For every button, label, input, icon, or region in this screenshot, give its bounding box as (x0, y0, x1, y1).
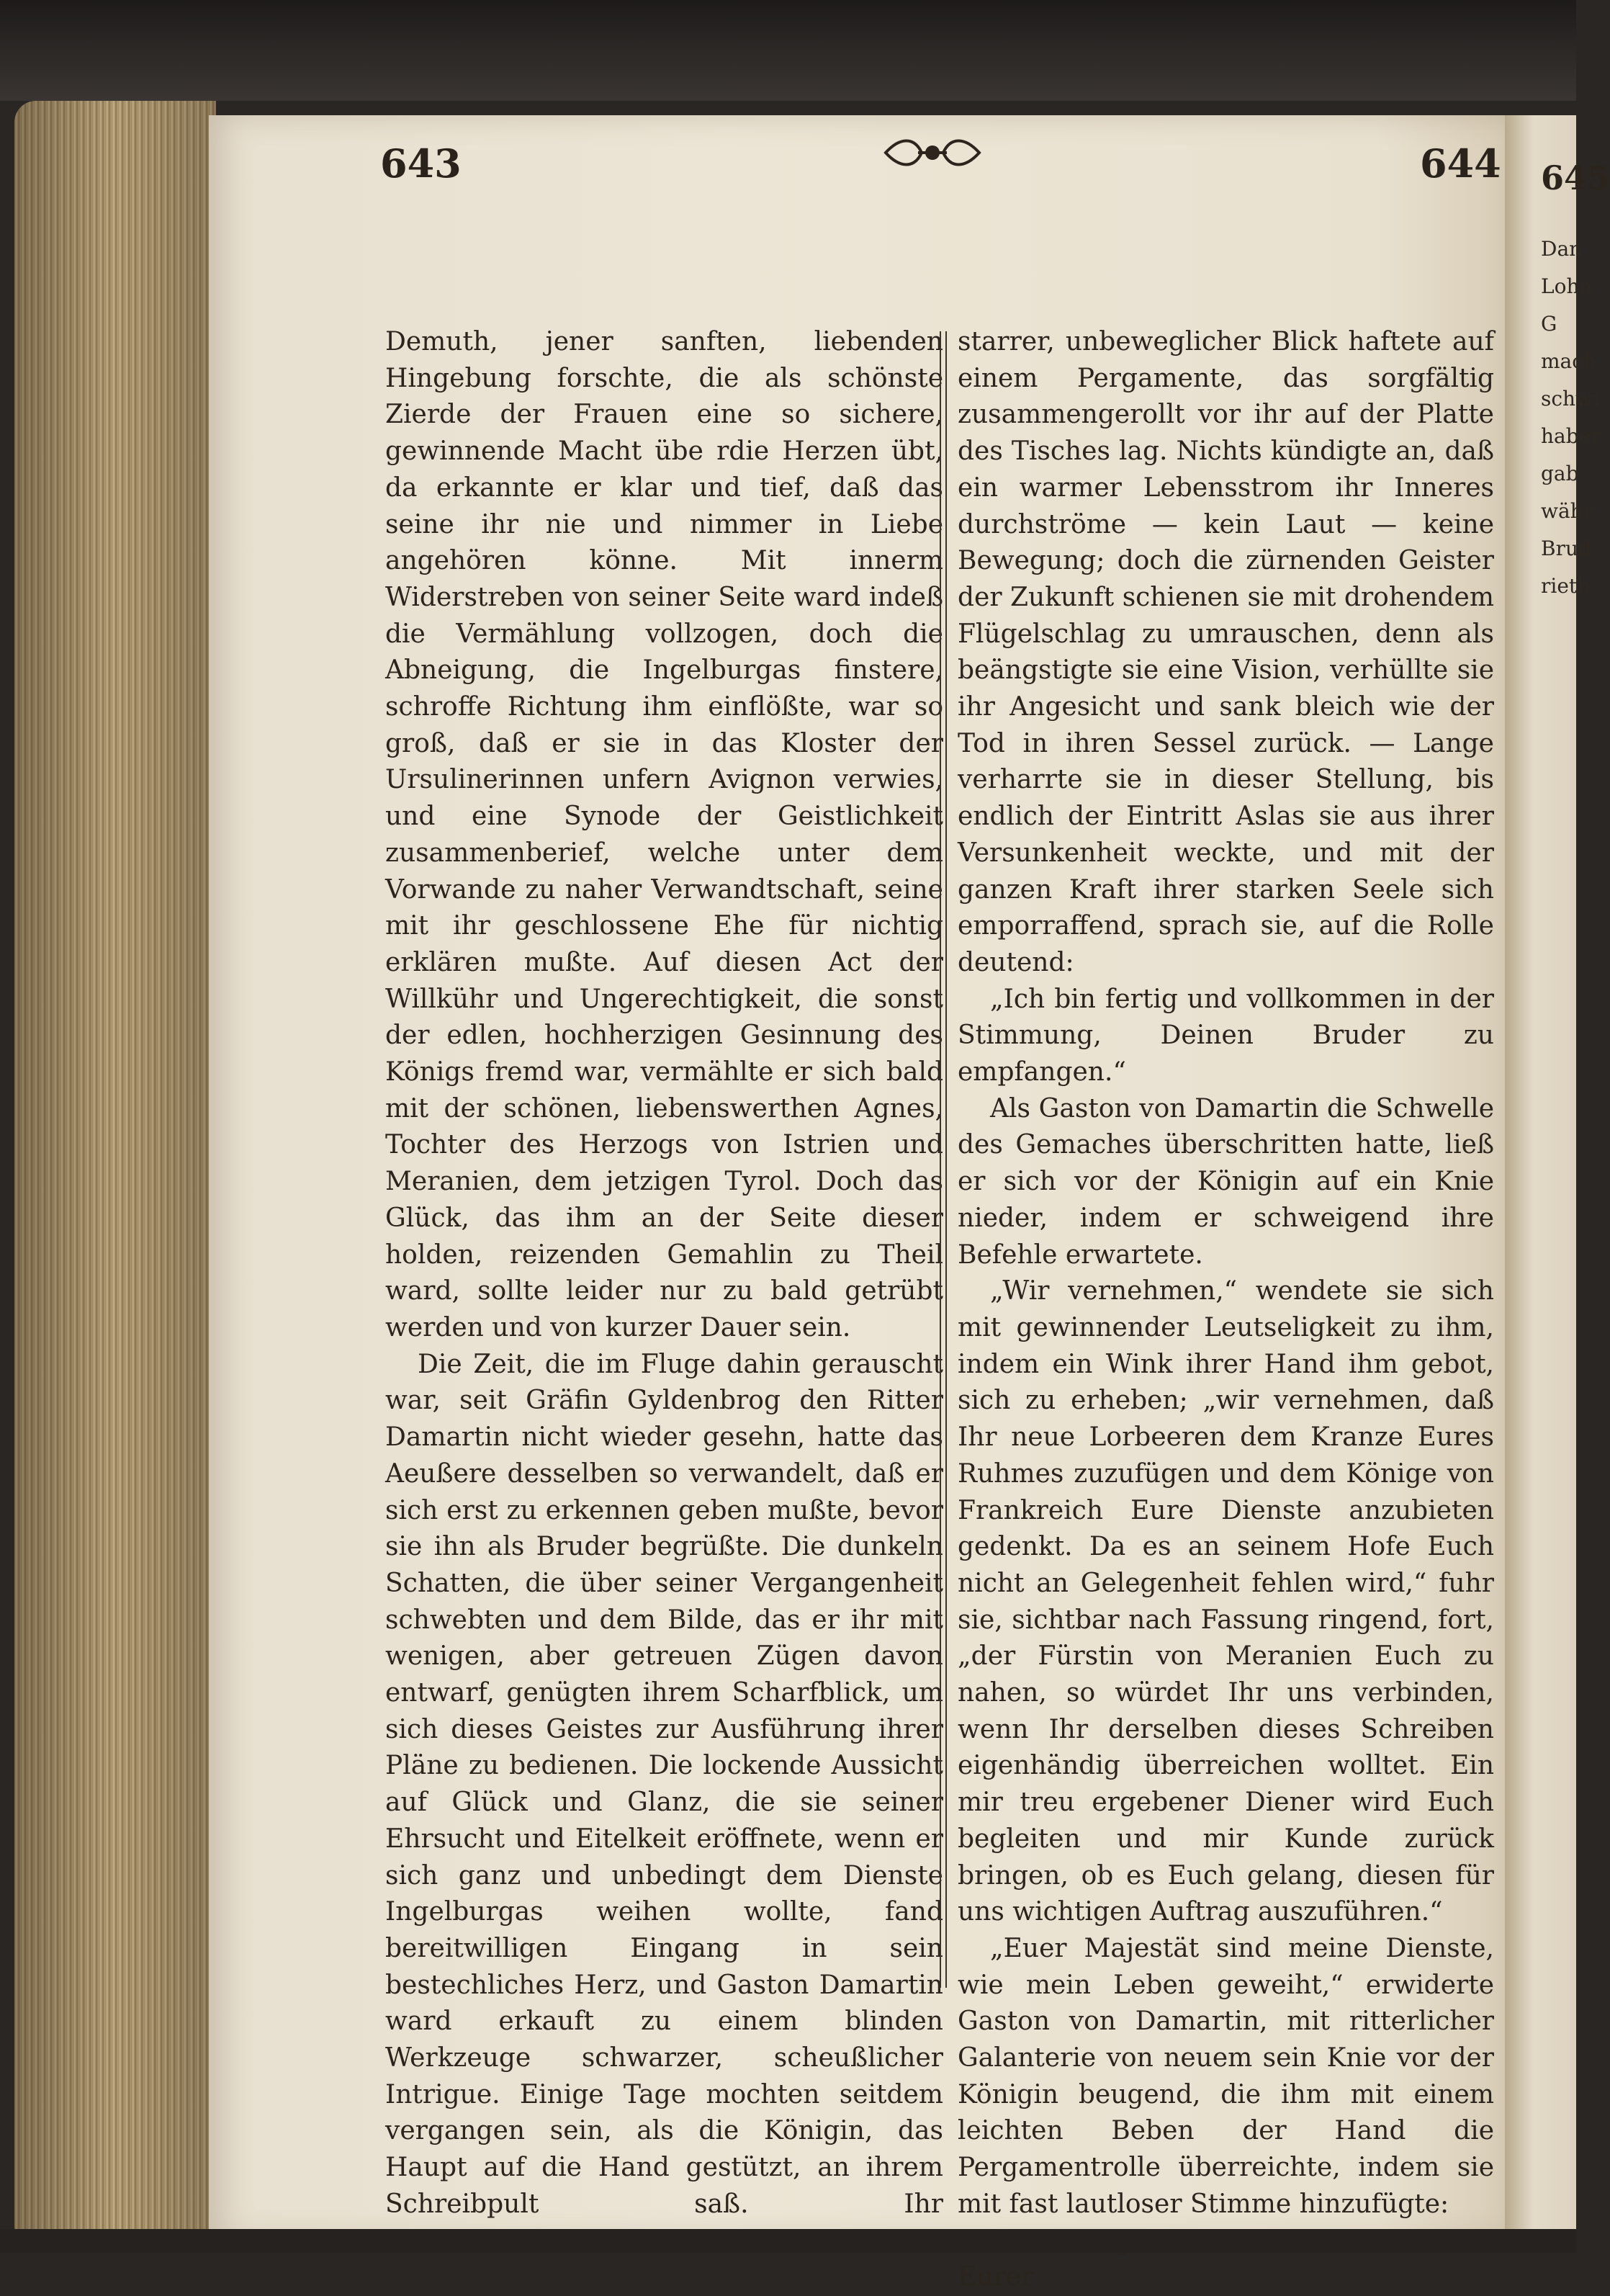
page-number-right: 644 (1420, 140, 1501, 187)
next-page-fragment: Lohn (1541, 274, 1593, 298)
next-page-fragment: rieth (1541, 574, 1591, 598)
column-divider (940, 331, 947, 1988)
next-page-number: 645 (1541, 158, 1610, 197)
text-column-right (958, 324, 1494, 2296)
page-edges (14, 101, 216, 2247)
next-page-fragment: mach (1541, 349, 1596, 373)
next-page-fragment: schwi (1541, 387, 1600, 411)
paragraph: starrer, unbeweglicher Blick haftete auf einem Pergamente, das sorgfältig zusammengerollt vor ihr auf der Platte des Tisches lag. Nichts kündigte an, daß ein warmer Lebensstrom ihr Inneres durchströme — kein Laut — keine Bewegung; doch die zürnenden Geister der Zukunft schienen sie mit drohendem Flügelschlag zu umrauschen, denn als beängstigte sie eine Vision, verhüllte sie ihr Angesicht und sank bleich wie der Tod in ihren Sessel zurück. — Lange verharrte sie in dieser Stellung, bis endlich der Eintritt Aslas sie aus ihrer Versunkenheit weckte, und mit der ganzen Kraft ihrer starken Seele sich emporraffend, sprach sie, auf die Rolle deutend: (958, 327, 1494, 977)
background-top (0, 0, 1576, 101)
next-page-fragment: G (1541, 312, 1557, 336)
paragraph: Demuth, jener sanften, liebenden Hingebung forschte, die als schönste Zierde der Frauen eine so sichere, gewinnende Macht übe rdie Herzen übt, da erkannte er klar und tief, daß das seine ihr nie und nimmer in Liebe angehören könne. Mit innerm Widerstreben von seiner Seite ward indeß die Vermählung vollzogen, doch die Abneigung, die Ingelburgas finstere, schroffe Richtung ihm einflößte, war so groß, daß er sie in das Kloster der Ursulinerinnen unfern Avignon verwies, und eine Synode der Geistlichkeit zusammenberief, welche unter dem Vorwande zu naher Verwandtschaft, seine mit ihr geschlossene Ehe für nichtig erklären mußte. Auf diesen Act der Willkühr und Ungerechtigkeit, die sonst der edlen, hochherzigen Gesinnung des Königs fremd war, vermählte er sich bald mit der schönen, liebenswerthen Agnes, Tochter des Herzogs von Istrien und Meranien, dem jetzigen Tyrol. Doch das Glück, das ihm an der Seite dieser holden, reizenden Gemahlin zu Theil ward, sollte leider nur zu bald getrübt werden und von kurzer Dauer sein. (385, 327, 943, 1342)
text-column-left (385, 324, 943, 2223)
ornament-icon (878, 131, 986, 174)
paragraph: „Wir vernehmen,“ wendete sie sich mit gewinnender Leutseligkeit zu ihm, indem ein Wink ihrer Hand ihm gebot, sich zu erheben; „wir vernehmen, daß Ihr neue Lorbeeren dem Kranze Eures Ruhmes zuzufügen und dem Könige von Frankreich Eure Dienste anzubieten gedenkt. Da es an seinem Hofe Euch nicht an Gelegenheit fehlen wird,“ fuhr sie, sichtbar nach Fassung ringend, fort, „der Fürstin von Meranien Euch zu nahen, so würdet Ihr uns verbinden, wenn Ihr derselben dieses Schreiben eigenhändig überreichen wolltet. Ein mir treu ergebener Diener wird Euch begleiten und mir Kunde zurück bringen, ob es Euch gelang, diesen für uns wichtigen Auftrag auszuführen.“ (958, 1276, 1494, 1927)
paragraph: „Ich bin fertig und vollkommen in der Stimmung, Deinen Bruder zu empfangen.“ (958, 984, 1494, 1088)
next-page-fragment: gab (1541, 462, 1579, 485)
paragraph: Eurer (958, 2262, 1034, 2292)
next-page-fragment: Brud (1541, 537, 1591, 560)
paragraph: Die Zeit, die im Fluge dahin gerauscht war, seit Gräfin Gyldenbrog den Ritter Damartin nicht wieder gesehn, hatte das Aeußere desselben so verwandelt, daß er sich erst zu erkennen geben mußte, bevor sie ihn als Bruder begrüßte. Die dunkeln Schatten, die über seiner Vergangenheit schwebten und dem Bilde, das er ihr mit wenigen, aber getreuen Zügen davon entwarf, genügten ihrem Scharfblick, um sich dieses Geistes zur Ausführung ihrer Pläne zu bedienen. Die lockende Aussicht auf Glück und Glanz, die sie seiner Ehrsucht und Eitelkeit eröffnete, wenn er sich ganz und unbedingt dem Dienste Ingelburgas weihen wollte, fand bereitwilligen Eingang in sein bestechliches Herz, und Gaston Damartin ward erkauft zu einem blinden Werkzeuge schwarzer, scheußlicher Intrigue. Einige Tage mochten seitdem vergangen sein, als die Königin, das Haupt auf die Hand gestützt, an ihrem Schreibpult saß. Ihr (385, 1349, 943, 2219)
next-page-edge (1505, 115, 1610, 2240)
next-page-fragment: haber (1541, 424, 1601, 448)
background-bottom (0, 2229, 1576, 2253)
next-page-fragments (1541, 230, 1601, 605)
paragraph: Als Gaston von Damartin die Schwelle des Gemaches überschritten hatte, ließ er sich vor der Königin auf ein Knie nieder, indem er schweigend ihre Befehle erwartete. (958, 1093, 1494, 1270)
next-page-fragment: währ (1541, 499, 1593, 523)
paragraph: „Euer Majestät sind meine Dienste, wie mein Leben geweiht,“ erwiderte Gaston von Damartin, mit ritterlicher Galanterie von neuem sein Knie vor der Königin beugend, die ihm mit einem leichten Beben der Hand die Pergamentrolle überreichte, indem sie mit fast lautloser Stimme hinzufügte: (958, 1933, 1494, 2219)
next-page-fragment: Dan (1541, 237, 1583, 261)
page-number-left: 643 (380, 140, 462, 187)
